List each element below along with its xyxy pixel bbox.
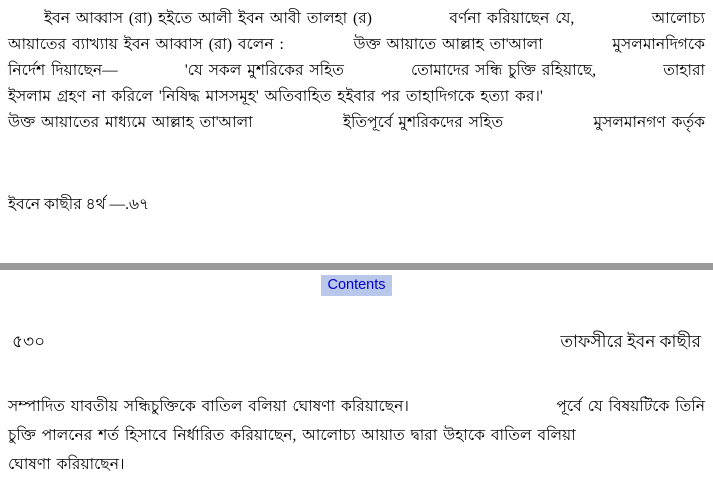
text-line — [8, 58, 705, 84]
line-segment: ঘোষণা করিয়াছেন। — [8, 456, 125, 473]
top-text-block — [0, 0, 713, 136]
line-segment: ইতিপূর্বে মুশরিকদের সহিত — [342, 114, 504, 131]
text-line — [8, 110, 705, 136]
running-title: তাফসীরে ইবন কাছীর — [560, 332, 701, 351]
text-line — [8, 84, 705, 110]
bottom-paragraph — [8, 392, 705, 479]
line-segment: চুক্তি পালনের শর্ত হিসাবে নির্ধারিত করিয়াছেন, আলোচ্য আয়াত দ্বারা উহাকে বাতিল বলিয়া — [8, 427, 576, 444]
line-segment: ইসলাম গ্রহণ না করিলে 'নিষিদ্ধ মাসসমূহ' অতিবাহিত হইবার পর তাহাদিগকে হত্যা কর।' — [8, 88, 543, 105]
text-line — [8, 32, 705, 58]
line-segment: সম্পাদিত যাবতীয় সন্ধিচুক্তিকে বাতিল বলিয়া ঘোষণা করিয়াছেন। — [8, 398, 409, 415]
page-header — [0, 330, 713, 354]
line-segment: উক্ত আয়াতে আল্লাহ তা'আলা — [353, 36, 543, 53]
source-reference-line: ইবনে কাছীর ৪র্থ —.৬৭ — [8, 196, 150, 213]
line-segment: বর্ণনা করিয়াছেন যে, — [449, 10, 575, 27]
line-segment: আয়াতের ব্যাখ্যায় ইবন আব্বাস (রা) বলেন : — [8, 36, 284, 53]
line-segment: মুসলমানদিগকে — [612, 36, 705, 53]
text-line — [8, 450, 705, 479]
line-segment: উক্ত আয়াতের মাধ্যমে আল্লাহ তা'আলা — [8, 114, 253, 131]
text-line — [8, 392, 705, 421]
line-segment: তাহারা — [663, 62, 705, 79]
line-segment: পূর্বে যে বিষয়টিকে তিনি — [556, 398, 705, 415]
line-segment: 'যে সকল মুশরিকের সহিত — [184, 62, 344, 79]
text-line — [8, 6, 705, 32]
contents-link-container — [0, 275, 713, 296]
page-separator-bar — [0, 263, 713, 270]
line-segment: আলোচ্য — [651, 10, 705, 27]
line-segment: মুসলমানগণ কর্তৃক — [593, 114, 705, 131]
line-segment: ইবন আব্বাস (রা) হইতে আলী ইবন আবী তালহা (র) — [44, 10, 372, 27]
text-line — [8, 421, 705, 450]
bottom-text-block — [0, 392, 713, 479]
page-number: ৫৩০ — [12, 332, 46, 351]
contents-link[interactable]: Contents — [321, 275, 391, 296]
line-segment: তোমাদের সন্ধি চুক্তি রহিয়াছে, — [411, 62, 597, 79]
top-paragraph — [8, 6, 705, 136]
line-segment: নির্দেশ দিয়াছেন— — [8, 62, 118, 79]
